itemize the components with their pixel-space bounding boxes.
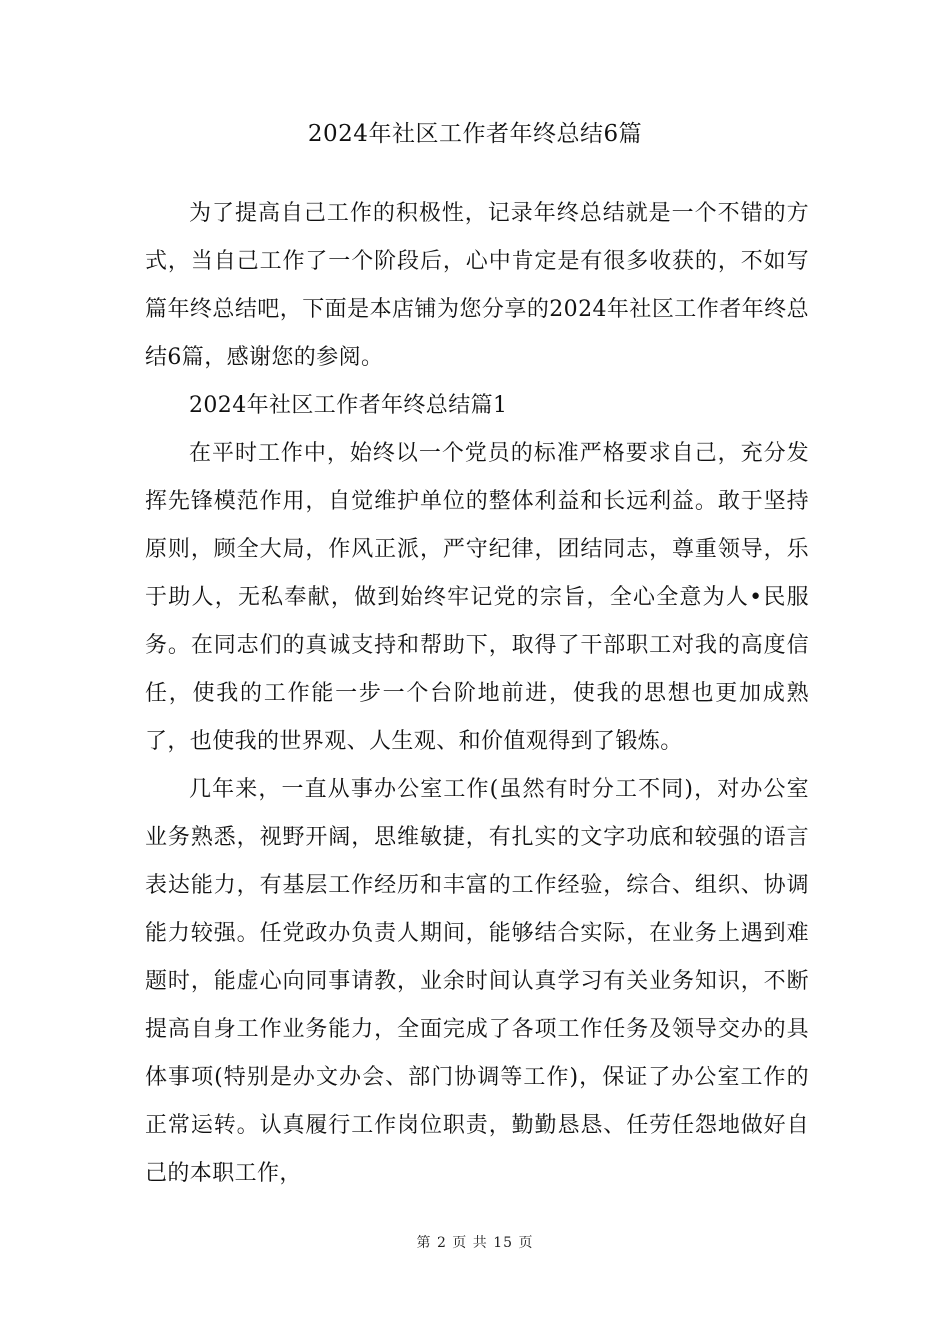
document-title: 2024年社区工作者年终总结6篇 — [307, 121, 643, 147]
body-paragraph-1: 在平时工作中，始终以一个党员的标准严格要求自己，充分发挥先锋模范作用，自觉维护单位的整体利益和长远利益。敢于坚持原则，顾全大局，作风正派，严守纪律，团结同志，尊重领导，乐于助人，无私奉献，做到始终牢记党的宗旨，全心全意为人•民服务。在同志们的真诚支持和帮助下，取得了干部职工对我的高度信任，使我的工作能一步一个台阶地前进，使我的思想也更加成熟了，也使我的世界观、人生观、和价值观得到了锻炼。 — [145, 441, 809, 754]
body-paragraph-2: 几年来，一直从事办公室工作(虽然有时分工不同)，对办公室业务熟悉，视野开阔，思维敏捷，有扎实的文字功底和较强的语言表达能力，有基层工作经历和丰富的工作经验，综合、组织、协调能力较强。任党政办负责人期间，能够结合实际，在业务上遇到难题时，能虚心向同事请教，业余时间认真学习有关业务知识，不断提高自身工作业务能力，全面完成了各项工作任务及领导交办的具体事项(特别是办文办会、部门协调等工作)，保证了办公室工作的正常运转。认真履行工作岗位职责，勤勤恳恳、任劳任怨地做好自己的本职工作， — [145, 777, 809, 1186]
document-body — [145, 190, 809, 1198]
page-number-footer: 第 2 页 共 15 页 — [416, 1235, 534, 1251]
intro-paragraph: 为了提高自己工作的积极性，记录年终总结就是一个不错的方式，当自己工作了一个阶段后，心中肯定是有很多收获的，不如写篇年终总结吧，下面是本店铺为您分享的2024年社区工作者年终总结6篇，感谢您的参阅。 — [145, 201, 809, 370]
section-heading: 2024年社区工作者年终总结篇1 — [189, 393, 508, 418]
